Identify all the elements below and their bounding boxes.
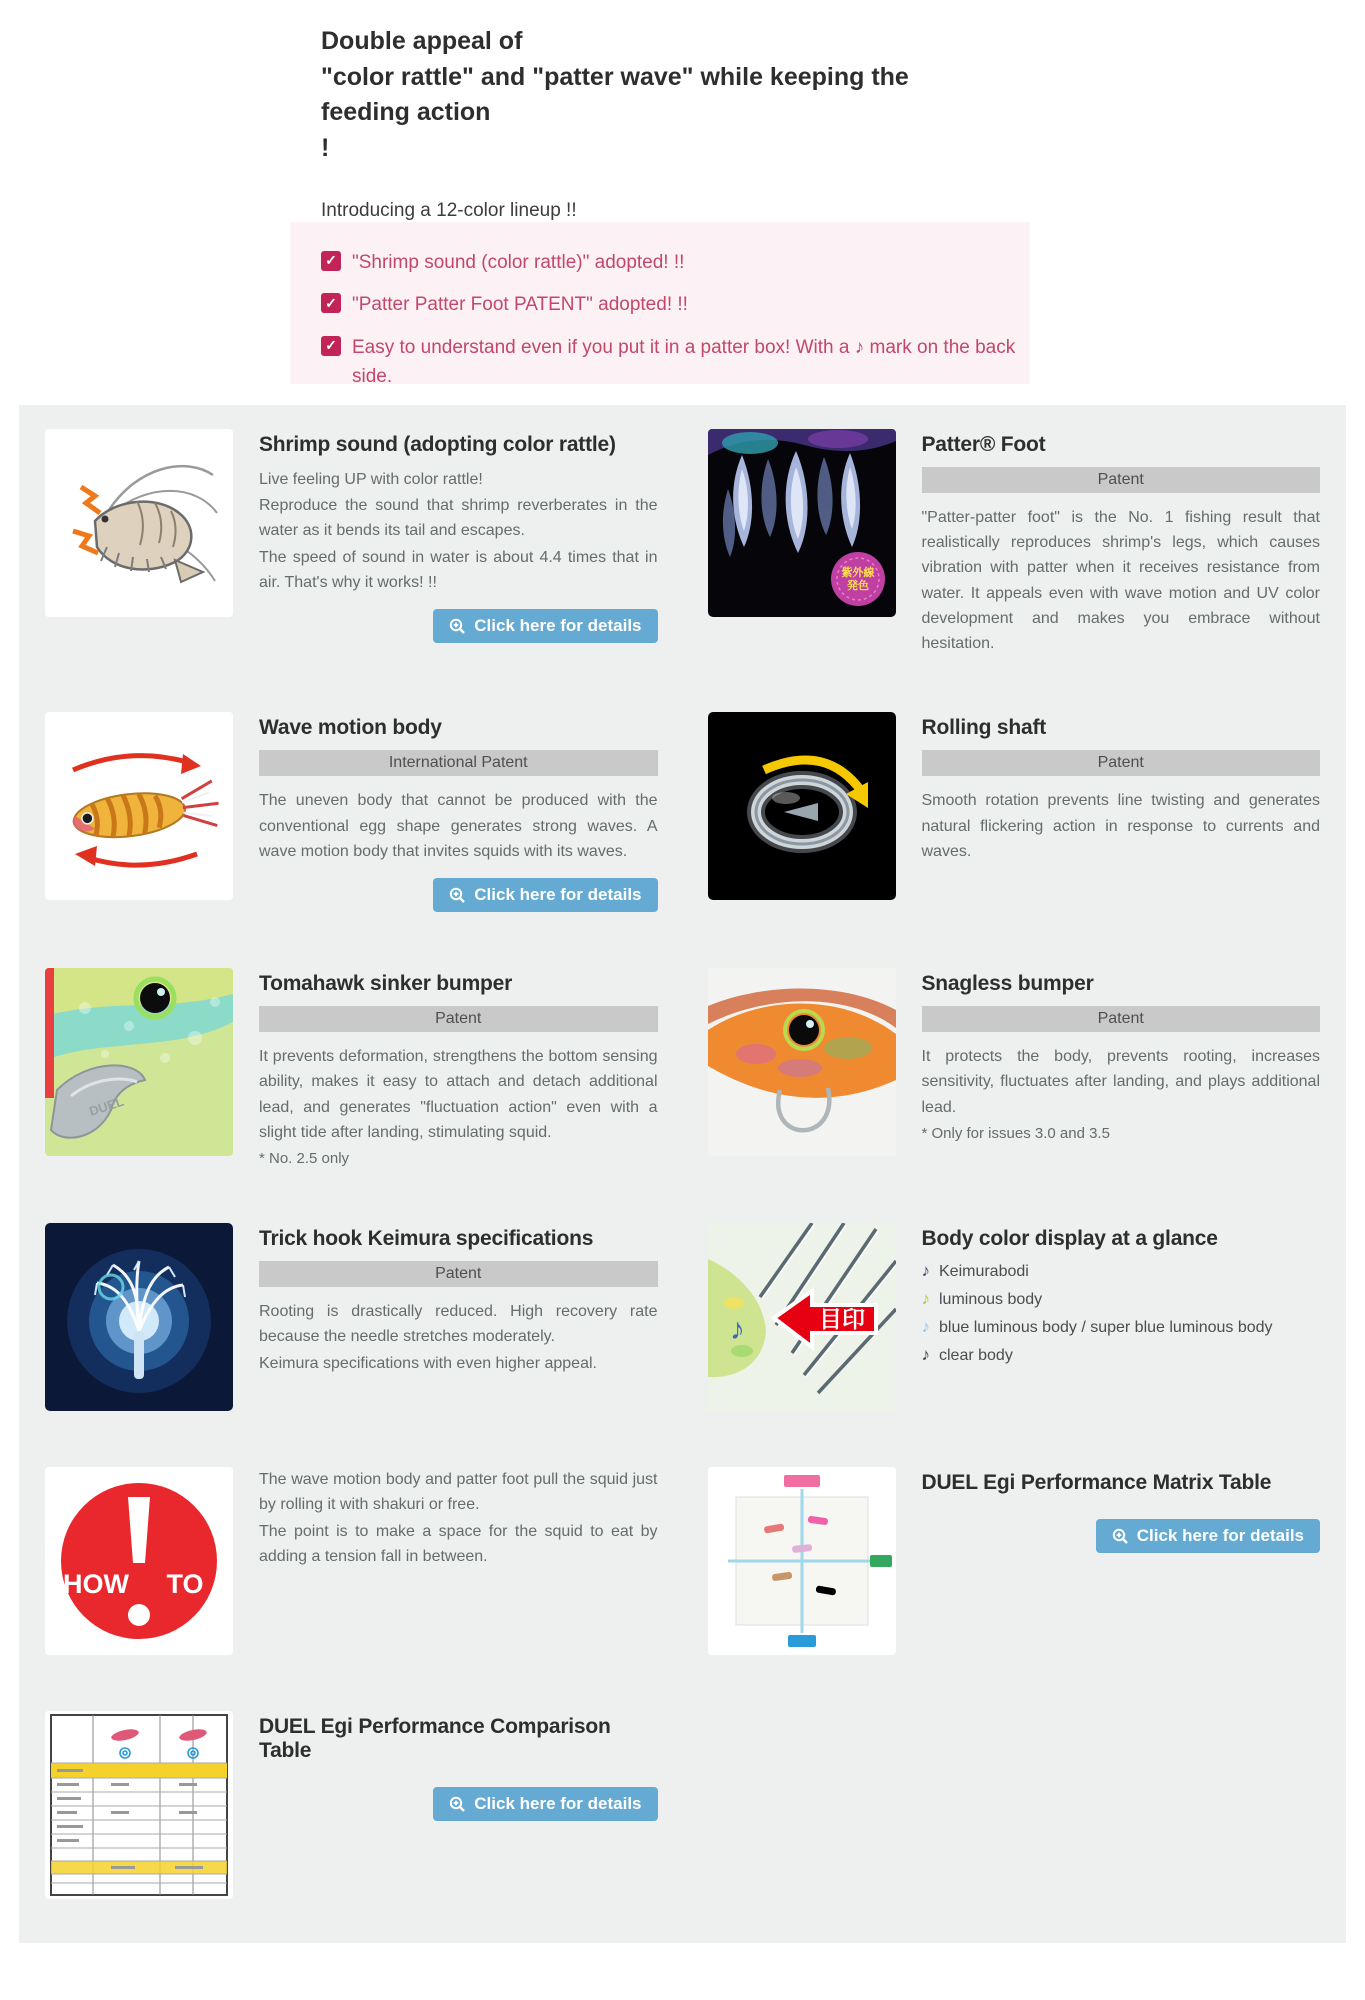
feature-wave-motion-body	[45, 712, 658, 912]
patent-badge: Patent	[922, 1006, 1321, 1032]
feature-title: Tomahawk sinker bumper	[259, 972, 513, 996]
magnifier-plus-icon	[449, 1796, 466, 1813]
rolling-shaft-photo	[708, 712, 896, 900]
how-to-text-how: HOW	[63, 1569, 129, 1600]
music-note-icon: ♪	[921, 1261, 930, 1281]
feature-trick-hook	[45, 1223, 658, 1411]
feature-description: It protects the body, prevents rooting, increases sensitivity, fluctuates after landing, and plays additional lead.	[921, 1048, 1320, 1116]
feature-description: The speed of sound in water is about 4.4 times that in air. That's why it works! !!	[259, 548, 658, 591]
details-button[interactable]	[1096, 1519, 1320, 1553]
body-color-item	[922, 1345, 1321, 1365]
feature-rolling-shaft	[708, 712, 1321, 912]
magnifier-plus-icon	[449, 887, 466, 904]
body-color-label: clear body	[939, 1347, 1013, 1365]
feature-description: Reproduce the sound that shrimp reverberates in the water as it bends its tail and escapes.	[259, 497, 658, 540]
details-button-label: Click here for details	[1136, 1526, 1304, 1546]
feature-title: Wave motion body	[259, 716, 442, 740]
patent-badge: Patent	[259, 1261, 658, 1287]
comparison-table-thumbnail	[45, 1711, 233, 1899]
details-button[interactable]	[433, 609, 657, 643]
feature-description: Keimura specifications with even higher appeal.	[259, 1354, 597, 1372]
international-patent-badge: International Patent	[259, 750, 658, 776]
feature-description: "Patter-patter foot" is the No. 1 fishing result that realistically reproduces shrimp's legs, which causes vibration with patter when it receives resistance from water. It appeals even with wave motion and UV color development and makes you embrace without hesitation.	[921, 508, 1320, 653]
feature-note: * No. 2.5 only	[259, 1150, 350, 1168]
feature-title: Body color display at a glance	[921, 1227, 1218, 1251]
feature-description: It prevents deformation, strengthens the bottom sensing ability, makes it easy to attach and detach additional lead, and generates "fluctuation action" even with a slight tide after landing, stimulating squid.	[259, 1048, 658, 1141]
wave-motion-body-illustration	[45, 712, 233, 900]
feature-title: Trick hook Keimura specifications	[259, 1227, 594, 1251]
intro-section	[0, 0, 1365, 392]
checkbox-icon: ✓	[321, 293, 341, 313]
magnifier-plus-icon	[1112, 1528, 1129, 1545]
how-to-text-to: TO	[166, 1569, 204, 1600]
body-color-label: luminous body	[939, 1291, 1043, 1309]
empty-cell	[708, 1711, 1321, 1899]
checkbox-icon: ✓	[321, 251, 341, 271]
page-title	[321, 24, 1001, 166]
tomahawk-sinker-photo	[45, 968, 233, 1156]
details-button-label: Click here for details	[474, 616, 642, 636]
mark-arrow-label: 目印	[818, 1306, 865, 1333]
patent-badge: Patent	[922, 750, 1321, 776]
feature-title: Patter® Foot	[921, 432, 1046, 456]
uv-badge-text-bottom: 発色	[846, 579, 869, 592]
feature-patter-foot	[708, 429, 1321, 657]
title-line-1: Double appeal of	[321, 27, 523, 55]
list-item	[321, 248, 1021, 277]
details-button[interactable]	[433, 1787, 657, 1821]
feature-shrimp-sound	[45, 429, 658, 657]
details-button[interactable]	[433, 878, 657, 912]
body-color-label: blue luminous body / super blue luminous body	[939, 1319, 1273, 1337]
body-color-item	[922, 1261, 1321, 1281]
music-note-print: ♪	[729, 1313, 745, 1347]
body-color-item	[922, 1317, 1321, 1337]
body-color-mark-photo	[708, 1223, 896, 1411]
checkbox-icon: ✓	[321, 336, 341, 356]
lineup-subtitle: Introducing a 12-color lineup !!	[321, 200, 577, 221]
feature-tomahawk-sinker	[45, 968, 658, 1167]
feature-title: Shrimp sound (adopting color rattle)	[259, 432, 616, 456]
feature-title: DUEL Egi Performance Comparison Table	[259, 1715, 611, 1763]
details-button-label: Click here for details	[474, 1794, 642, 1814]
feature-title: Snagless bumper	[921, 972, 1094, 996]
shrimp-illustration-image	[45, 429, 233, 617]
feature-description: Smooth rotation prevents line twisting and generates natural flickering action in response to currents and waves.	[921, 792, 1320, 860]
body-color-label: Keimurabodi	[939, 1263, 1029, 1281]
feature-comparison-table	[45, 1711, 658, 1899]
duel-embossed-text: DUEL	[87, 1093, 126, 1119]
feature-checklist	[321, 248, 1365, 392]
features-panel	[19, 405, 1346, 1943]
how-to-description: The wave motion body and patter foot pull the squid just by rolling it with shakuri or free.	[259, 1471, 658, 1514]
feature-description: Rooting is drastically reduced. High recovery rate because the needle stretches moderately.	[259, 1303, 658, 1346]
patent-badge: Patent	[259, 1006, 658, 1032]
music-note-icon: ♪	[921, 1317, 930, 1337]
uv-badge-text-top: 紫外線	[841, 566, 874, 579]
checklist-text: Easy to understand even if you put it in a patter box! With a ♪ mark on the back side.	[352, 336, 1016, 388]
list-item	[321, 333, 1021, 392]
feature-description: Live feeling UP with color rattle!	[259, 470, 483, 488]
matrix-table-thumbnail	[708, 1467, 896, 1655]
title-line-3: !	[321, 133, 330, 162]
trick-hook-photo	[45, 1223, 233, 1411]
patent-badge: Patent	[922, 467, 1321, 493]
title-line-2: "color rattle" and "patter wave" while keeping the feeding action	[321, 62, 909, 126]
snagless-bumper-photo	[708, 968, 896, 1156]
magnifier-plus-icon	[449, 618, 466, 635]
body-color-item	[922, 1289, 1321, 1309]
music-note-icon: ♪	[921, 1289, 930, 1309]
how-to-image	[45, 1467, 233, 1655]
how-to-description: The point is to make a space for the squid to eat by adding a tension fall in between.	[259, 1522, 658, 1565]
checklist-text: "Shrimp sound (color rattle)" adopted! !!	[352, 252, 685, 273]
feature-snagless-bumper	[708, 968, 1321, 1167]
feature-how-to	[45, 1467, 658, 1655]
feature-matrix-table	[708, 1467, 1321, 1655]
feature-note: * Only for issues 3.0 and 3.5	[921, 1124, 1110, 1142]
details-button-label: Click here for details	[474, 885, 642, 905]
feature-title: Rolling shaft	[921, 716, 1047, 740]
patter-foot-photo	[708, 429, 896, 617]
feature-body-color	[708, 1223, 1321, 1411]
feature-title: DUEL Egi Performance Matrix Table	[921, 1471, 1272, 1495]
feature-description: The uneven body that cannot be produced with the conventional egg shape generates strong waves. A wave motion body that invites squids with its waves.	[259, 792, 658, 860]
music-note-icon: ♪	[921, 1345, 930, 1365]
list-item	[321, 290, 1021, 319]
checklist-text: "Patter Patter Foot PATENT" adopted! !!	[352, 294, 688, 316]
